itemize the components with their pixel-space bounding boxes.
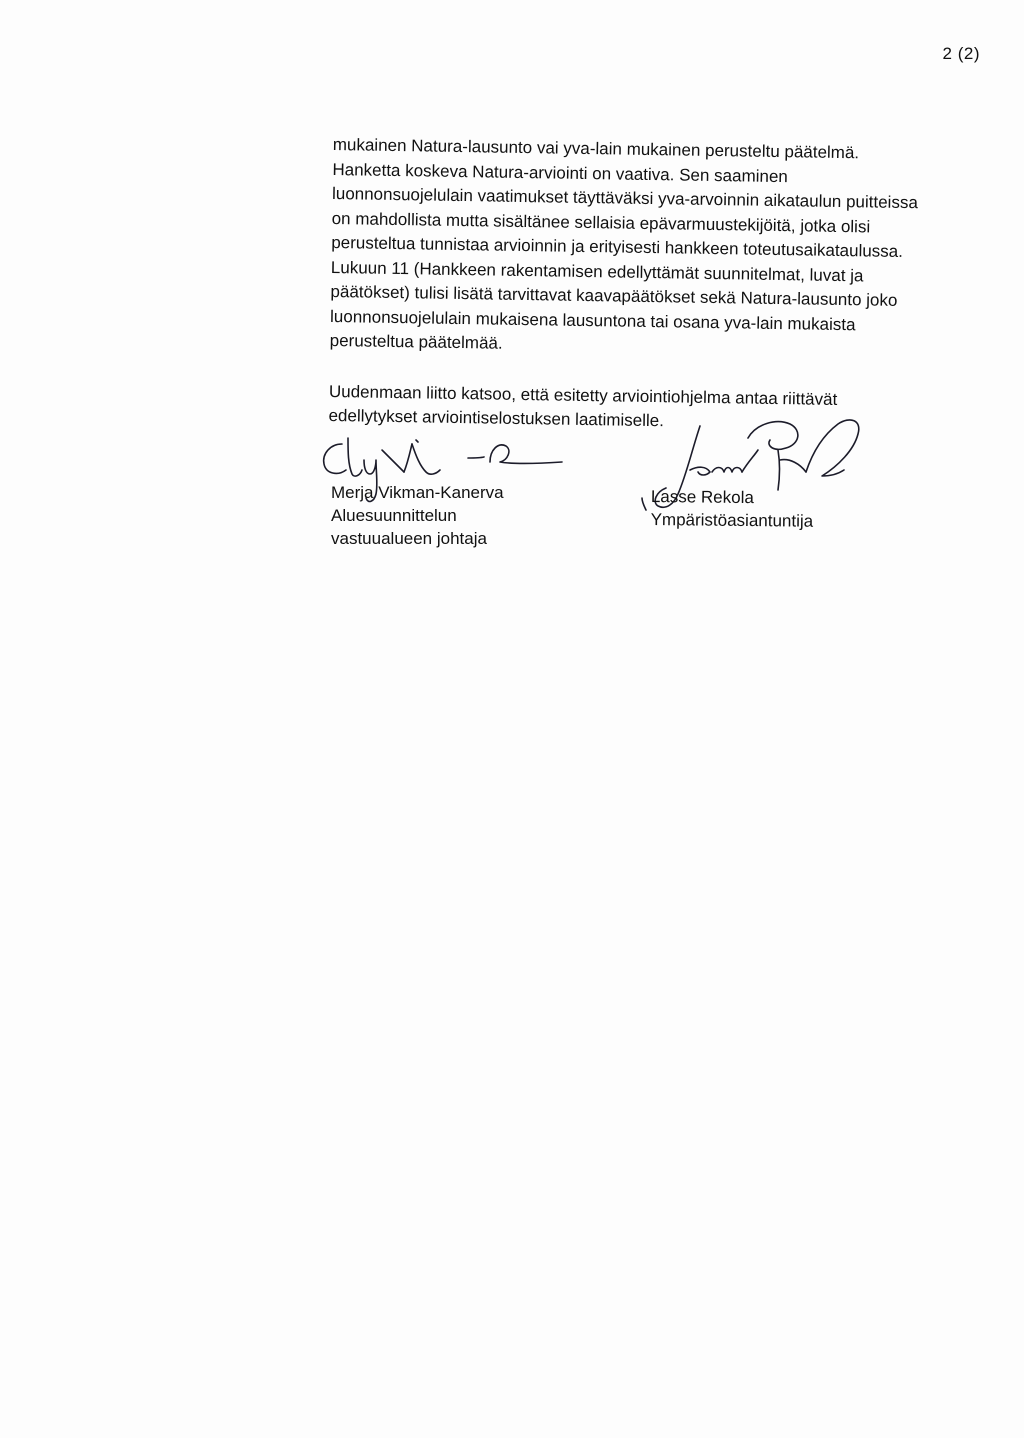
- paragraph-1-line: päätökset) tulisi lisätä tarvittavat kaavapäätökset sekä Natura-lausunto joko: [330, 281, 898, 310]
- signatory-left-title: Aluesuunnittelun: [331, 506, 457, 525]
- signatory-left-title: vastuualueen johtaja: [331, 529, 487, 548]
- signatory-right-title: Ympäristöasiantuntija: [650, 509, 814, 531]
- paragraph-1-line: Lukuun 11 (Hankkeen rakentamisen edellyttämät suunnitelmat, luvat ja: [330, 257, 864, 285]
- paragraph-2-line: edellytykset arviointiselostuksen laatimiselle.: [328, 405, 665, 431]
- page-number: 2 (2): [942, 44, 980, 63]
- signatory-right-name: Lasse Rekola: [650, 486, 754, 508]
- signatory-left-name: Merja Vikman-Kanerva: [331, 483, 504, 502]
- paragraph-1-line: on mahdollista mutta sisältänee sellaisia epävarmuustekijöitä, jotka olisi: [331, 208, 871, 236]
- paragraph-1-line: luonnonsuojelulain mukaisena lausuntona tai osana yva-lain mukaista: [329, 306, 856, 334]
- paragraph-2-line: Uudenmaan liitto katsoo, että esitetty arviointiohjelma antaa riittävät: [328, 381, 838, 409]
- paragraph-1: [330, 133, 993, 364]
- paragraph-1-line: luonnonsuojelulain vaatimukset täyttäväksi yva-arvoinnin aikataulun puitteissa: [331, 183, 919, 213]
- signatory-right: [651, 485, 814, 533]
- paragraph-1-line: perusteltua tunnistaa arvioinnin ja erityisesti hankkeen toteutusaikataulussa.: [331, 232, 904, 261]
- signatory-left: [331, 481, 504, 550]
- paragraph-1-line: perusteltua päätelmää.: [329, 330, 503, 353]
- body-text: [328, 133, 993, 439]
- paragraph-1-line: mukainen Natura-lausunto vai yva-lain mukainen perusteltu päätelmä.: [332, 134, 860, 163]
- paragraph-1-line: Hanketta koskeva Natura-arviointi on vaativa. Sen saaminen: [332, 159, 788, 186]
